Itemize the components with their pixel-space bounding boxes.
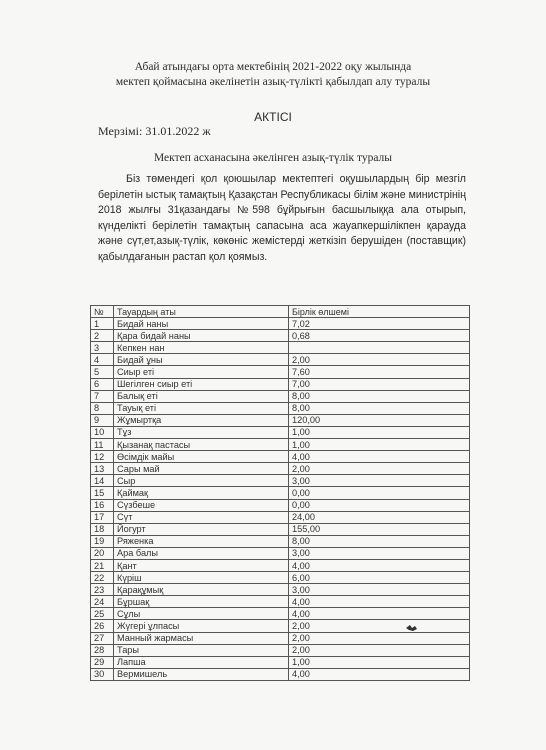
row-product-name: Ряженка [114,535,289,547]
row-product-name: Қарақұмық [114,584,289,596]
row-unit-value: 3,00 [289,584,470,596]
row-number: 5 [91,366,114,378]
table-row [91,499,470,511]
row-product-name: Бидай ұны [114,354,289,366]
table-row [91,378,470,390]
table-row [91,608,470,620]
table-row [91,523,470,535]
table-row [91,487,470,499]
row-product-name: Сары май [114,463,289,475]
row-number: 28 [91,644,114,656]
row-unit-value: 8,00 [289,390,470,402]
document-subtitle: Мектеп асханасына әкелінген азық-түлік туралы [153,152,393,164]
row-number: 21 [91,559,114,571]
header-line-1: Абай атындағы орта мектебінің 2021-2022 оқу жылында [134,61,412,73]
row-unit-value: 4,00 [289,668,470,680]
row-number: 4 [91,354,114,366]
row-product-name: Күріш [114,572,289,584]
row-number: 14 [91,475,114,487]
row-number: 19 [91,535,114,547]
row-product-name: Ара балы [114,547,289,559]
table-row [91,451,470,463]
row-number: 24 [91,596,114,608]
row-product-name: Жүгері ұлпасы [114,620,289,632]
table-row [91,584,470,596]
row-product-name: Сиыр еті [114,366,289,378]
row-unit-value: 4,00 [289,559,470,571]
table-row [91,511,470,523]
row-unit-value: 1,00 [289,656,470,668]
row-number: 30 [91,668,114,680]
table-row [91,668,470,680]
table-row [91,632,470,644]
table-row [91,572,470,584]
row-unit-value: 8,00 [289,535,470,547]
row-product-name: Жұмыртқа [114,414,289,426]
row-unit-value: 24,00 [289,511,470,523]
row-product-name: Шегілген сиыр еті [114,378,289,390]
row-product-name: Қант [114,559,289,571]
row-product-name: Вермишель [114,668,289,680]
table-row [91,366,470,378]
row-number: 6 [91,378,114,390]
table-row [91,354,470,366]
row-product-name: Лапша [114,656,289,668]
row-unit-value: 7,60 [289,366,470,378]
document-date: Мерзімі: 31.01.2022 ж [98,124,211,138]
row-number: 15 [91,487,114,499]
row-number: 23 [91,584,114,596]
row-unit-value: 155,00 [289,523,470,535]
row-product-name: Манный жармасы [114,632,289,644]
row-number: 26 [91,620,114,632]
row-unit-value: 7,02 [289,318,470,330]
row-number: 12 [91,451,114,463]
row-product-name: Бидай наны [114,318,289,330]
row-unit-value: 120,00 [289,414,470,426]
table-row [91,330,470,342]
row-number: 27 [91,632,114,644]
row-number: 17 [91,511,114,523]
row-product-name: Тұз [114,426,289,438]
row-number: 3 [91,342,114,354]
row-number: 1 [91,318,114,330]
row-unit-value: 0,68 [289,330,470,342]
row-product-name: Өсімдік майы [114,451,289,463]
row-product-name: Кепкен нан [114,342,289,354]
row-number: 22 [91,572,114,584]
row-number: 13 [91,463,114,475]
body-paragraph: Біз төмендегі қол қоюшылар мектептегі оқушылардың бір мезгіл берілетін ыстық тамақтың Қазақстан Республикасы білім және министрінің 2018 жылғы 31қазандағы №598 бұйрығын басшылыққа ала отырып, күнделікті берілетін тамақтың сапасына аса жауапкершілікпен қарауда және сүт,ет,азық-түлік, көкөніс жемістерді жеткізіп берушіден (поставщик) қабылдағанын растап қол қоямыз. [98,173,467,263]
row-product-name: Сүзбеше [114,499,289,511]
row-unit-value: 0,00 [289,487,470,499]
table-row [91,390,470,402]
row-unit-value [289,342,470,354]
row-unit-value: 7,00 [289,378,470,390]
row-unit-value: 0,00 [289,499,470,511]
table-row [91,342,470,354]
table-row [91,402,470,414]
row-number: 7 [91,390,114,402]
row-unit-value: 4,00 [289,451,470,463]
row-number: 29 [91,656,114,668]
table-row [91,535,470,547]
row-product-name: Қызанақ пастасы [114,439,289,451]
row-product-name: Бұршақ [114,596,289,608]
row-unit-value: 2,00 [289,354,470,366]
table-row [91,656,470,668]
row-number: 11 [91,439,114,451]
table-row [91,426,470,438]
row-number: 2 [91,330,114,342]
row-unit-value: 1,00 [289,439,470,451]
row-product-name: Балық еті [114,390,289,402]
row-number: 9 [91,414,114,426]
header-unit: Бірлік өлшемі [289,306,470,318]
row-product-name: Йогурт [114,523,289,535]
header-number: № [91,306,114,318]
table-header-row [91,306,470,318]
row-unit-value: 2,00 [289,620,470,632]
act-title: АКТІСІ [254,110,292,124]
document-header [0,60,546,90]
row-number: 25 [91,608,114,620]
row-unit-value: 4,00 [289,596,470,608]
row-product-name: Тауық еті [114,402,289,414]
row-unit-value: 3,00 [289,475,470,487]
table-row [91,414,470,426]
header-product-name: Тауардың аты [114,306,289,318]
table-row [91,463,470,475]
row-unit-value: 2,00 [289,463,470,475]
row-product-name: Қаймақ [114,487,289,499]
row-unit-value: 1,00 [289,426,470,438]
table-row [91,547,470,559]
row-unit-value: 8,00 [289,402,470,414]
row-unit-value: 3,00 [289,547,470,559]
row-number: 8 [91,402,114,414]
row-unit-value: 6,00 [289,572,470,584]
row-product-name: Сұлы [114,608,289,620]
ink-mark [405,623,419,632]
row-number: 18 [91,523,114,535]
table-row [91,644,470,656]
row-product-name: Сыр [114,475,289,487]
row-number: 10 [91,426,114,438]
table-row [91,318,470,330]
table-row [91,559,470,571]
table-row [91,475,470,487]
row-number: 20 [91,547,114,559]
row-unit-value: 2,00 [289,644,470,656]
row-product-name: Тары [114,644,289,656]
row-product-name: Сүт [114,511,289,523]
table-row [91,439,470,451]
row-unit-value: 2,00 [289,632,470,644]
table-row [91,596,470,608]
row-unit-value: 4,00 [289,608,470,620]
row-number: 16 [91,499,114,511]
row-product-name: Қара бидай наны [114,330,289,342]
header-line-2: мектеп қоймасына әкелінетін азық-түлікті қабылдап алу туралы [115,76,431,88]
